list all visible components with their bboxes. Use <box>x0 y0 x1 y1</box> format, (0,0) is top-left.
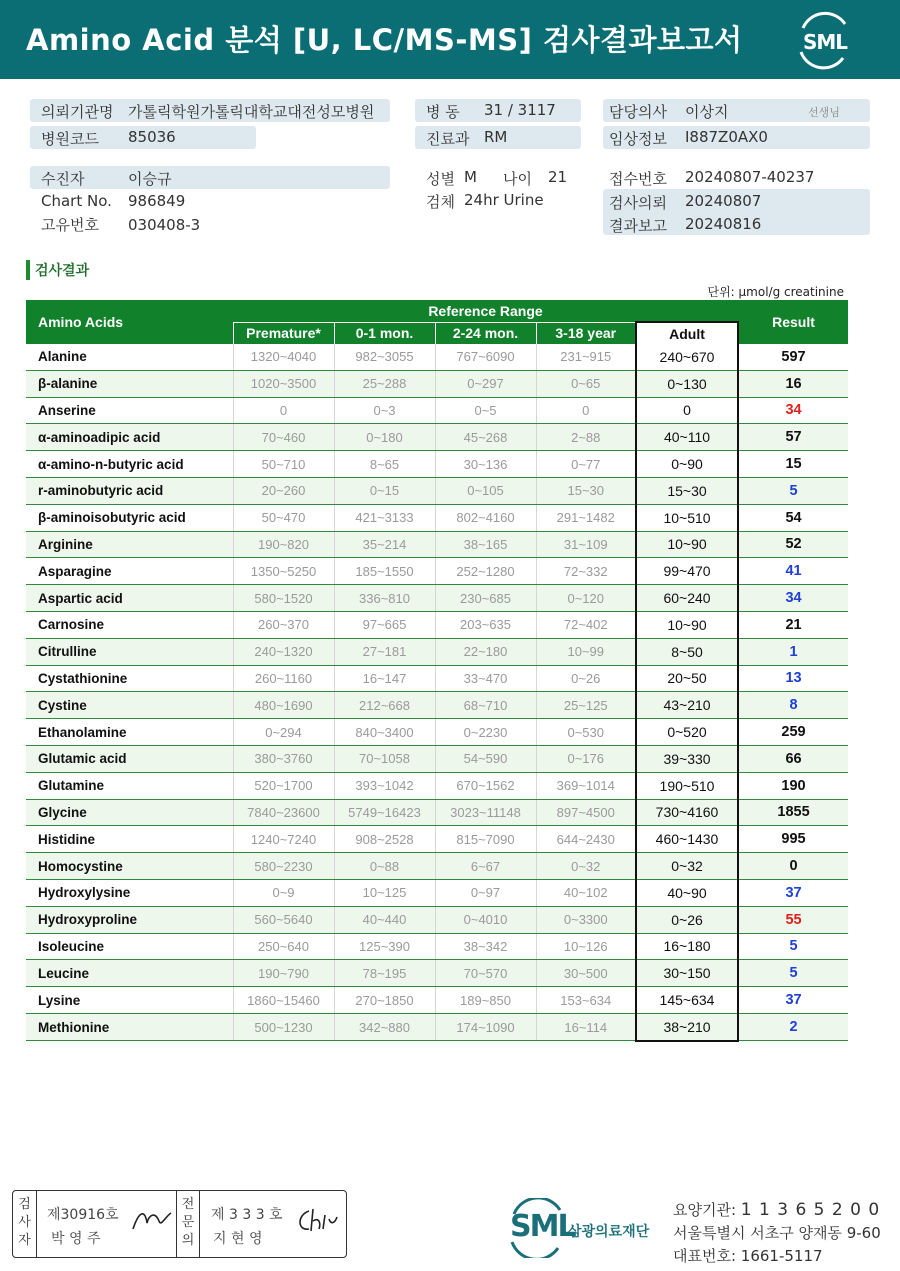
section-marker <box>26 260 30 280</box>
ref-range-y318: 15~30 <box>536 477 636 504</box>
amino-acid-name: β-alanine <box>26 370 233 397</box>
doctor-label: 담당의사 <box>609 103 667 121</box>
ref-range-y318: 30~500 <box>536 960 636 987</box>
ref-range-m01: 185~1550 <box>334 558 435 585</box>
ref-range-adult: 40~90 <box>636 879 738 906</box>
ref-range-m01: 421~3133 <box>334 504 435 531</box>
table-row <box>26 987 848 1014</box>
ref-range-m01: 342~880 <box>334 1013 435 1040</box>
ref-range-m224: 174~1090 <box>435 1013 536 1040</box>
ref-range-m224: 38~342 <box>435 933 536 960</box>
ref-range-pre: 580~2230 <box>233 853 334 880</box>
uid-value: 030408-3 <box>128 216 201 234</box>
results-body <box>26 344 848 1041</box>
amino-acid-name: Glutamic acid <box>26 745 233 772</box>
address-line: 서울특별시 서초구 양재동 9-60 <box>673 1224 881 1242</box>
ref-range-adult: 16~180 <box>636 933 738 960</box>
ref-range-m01: 10~125 <box>334 879 435 906</box>
ref-range-m01: 840~3400 <box>334 719 435 746</box>
table-row <box>26 745 848 772</box>
table-row <box>26 799 848 826</box>
phone-value: 1661-5117 <box>740 1247 823 1265</box>
requester-value: 가톨릭학원가톨릭대학교대전성모병원 <box>128 103 375 121</box>
table-row <box>26 719 848 746</box>
amino-acid-name: Isoleucine <box>26 933 233 960</box>
table-row <box>26 1013 848 1040</box>
result-value: 13 <box>738 665 848 692</box>
ref-range-pre: 260~370 <box>233 611 334 638</box>
ref-range-y318: 0~176 <box>536 745 636 772</box>
table-row <box>26 531 848 558</box>
ref-range-m01: 393~1042 <box>334 772 435 799</box>
result-value: 259 <box>738 719 848 746</box>
ref-range-m01: 25~288 <box>334 370 435 397</box>
ref-range-m01: 78~195 <box>334 960 435 987</box>
ref-range-pre: 20~260 <box>233 477 334 504</box>
result-value: 37 <box>738 879 848 906</box>
ref-range-adult: 40~110 <box>636 424 738 451</box>
ref-range-m01: 125~390 <box>334 933 435 960</box>
ref-range-m224: 70~570 <box>435 960 536 987</box>
table-row <box>26 504 848 531</box>
hospcode-label: 병원코드 <box>41 130 99 148</box>
ref-range-y318: 369~1014 <box>536 772 636 799</box>
results-table <box>26 300 848 1042</box>
ref-range-adult: 43~210 <box>636 692 738 719</box>
ref-range-y318: 0~120 <box>536 585 636 612</box>
ref-range-y318: 0~3300 <box>536 906 636 933</box>
dept-value: RM <box>484 128 508 146</box>
ref-range-y318: 644~2430 <box>536 826 636 853</box>
header-result: Result <box>738 300 848 344</box>
table-row <box>26 558 848 585</box>
amino-acid-name: Histidine <box>26 826 233 853</box>
ref-range-m224: 38~165 <box>435 531 536 558</box>
reqdate-value: 20240807 <box>685 192 762 210</box>
sex-label: 성별 <box>426 170 455 188</box>
ward-value: 31 / 3117 <box>484 101 556 119</box>
ref-range-y318: 10~126 <box>536 933 636 960</box>
ref-range-m224: 0~4010 <box>435 906 536 933</box>
sml-logo-text: SML <box>803 30 848 54</box>
ref-range-adult: 8~50 <box>636 638 738 665</box>
ref-range-pre: 50~470 <box>233 504 334 531</box>
result-value: 995 <box>738 826 848 853</box>
ref-range-m01: 982~3055 <box>334 344 435 370</box>
ref-range-m01: 97~665 <box>334 611 435 638</box>
ref-range-m01: 8~65 <box>334 451 435 478</box>
table-row <box>26 879 848 906</box>
header-2-24-mon: 2-24 mon. <box>435 322 536 344</box>
table-row <box>26 826 848 853</box>
footer-logo-text: SML <box>510 1209 575 1244</box>
ref-range-pre: 1240~7240 <box>233 826 334 853</box>
result-value: 5 <box>738 477 848 504</box>
result-value: 16 <box>738 370 848 397</box>
table-row <box>26 933 848 960</box>
ref-range-pre: 7840~23600 <box>233 799 334 826</box>
section-title: 검사결과 <box>35 263 90 279</box>
ref-range-pre: 380~3760 <box>233 745 334 772</box>
ref-range-m224: 54~590 <box>435 745 536 772</box>
ref-range-m01: 212~668 <box>334 692 435 719</box>
header-0-1-mon: 0-1 mon. <box>334 322 435 344</box>
ref-range-adult: 10~90 <box>636 611 738 638</box>
clinical-label: 임상정보 <box>609 130 667 148</box>
agency-value: 1 1 3 6 5 2 0 0 <box>740 1200 881 1220</box>
ref-range-y318: 0~77 <box>536 451 636 478</box>
result-value: 34 <box>738 397 848 424</box>
amino-acid-name: Arginine <box>26 531 233 558</box>
phone-line <box>673 1245 823 1266</box>
doctor-value: 이상지 <box>685 103 729 121</box>
reportdate-label: 결과보고 <box>609 217 667 235</box>
ref-range-pre: 1320~4040 <box>233 344 334 370</box>
ref-range-pre: 560~5640 <box>233 906 334 933</box>
ref-range-adult: 10~510 <box>636 504 738 531</box>
amino-acid-name: Asparagine <box>26 558 233 585</box>
ref-range-m01: 27~181 <box>334 638 435 665</box>
stamp-no2: 제 3 3 3 호 <box>211 1207 283 1223</box>
ref-range-adult: 240~670 <box>636 344 738 370</box>
amino-acid-name: Glutamine <box>26 772 233 799</box>
ref-range-m01: 0~15 <box>334 477 435 504</box>
ref-range-m224: 189~850 <box>435 987 536 1014</box>
header-amino-acids: Amino Acids <box>26 300 233 344</box>
ref-range-pre: 0~9 <box>233 879 334 906</box>
report-title: Amino Acid 분석 [U, LC/MS-MS] 검사결과보고서 <box>26 23 743 57</box>
ref-range-adult: 0~32 <box>636 853 738 880</box>
ref-range-y318: 231~915 <box>536 344 636 370</box>
uid-label: 고유번호 <box>41 216 99 234</box>
sex-value: M <box>464 168 477 186</box>
result-value: 0 <box>738 853 848 880</box>
amino-acid-name: Hydroxylysine <box>26 879 233 906</box>
table-row <box>26 665 848 692</box>
dept-label: 진료과 <box>426 130 470 148</box>
ref-range-adult: 0~520 <box>636 719 738 746</box>
ref-range-y318: 897~4500 <box>536 799 636 826</box>
result-value: 1 <box>738 638 848 665</box>
result-value: 55 <box>738 906 848 933</box>
header-3-18-year: 3-18 year <box>536 322 636 344</box>
ref-range-y318: 0~26 <box>536 665 636 692</box>
amino-acid-name: Carnosine <box>26 611 233 638</box>
amino-acid-name: Glycine <box>26 799 233 826</box>
ref-range-pre: 1350~5250 <box>233 558 334 585</box>
amino-acid-name: Cystathionine <box>26 665 233 692</box>
ref-range-m224: 0~105 <box>435 477 536 504</box>
result-value: 54 <box>738 504 848 531</box>
ref-range-m224: 0~297 <box>435 370 536 397</box>
stamp-col-specialist-text: 전문의 <box>181 1197 195 1248</box>
table-row <box>26 960 848 987</box>
amino-acid-name: α-amino-n-butyric acid <box>26 451 233 478</box>
ref-range-pre: 1020~3500 <box>233 370 334 397</box>
ref-range-m01: 5749~16423 <box>334 799 435 826</box>
ref-range-m01: 0~180 <box>334 424 435 451</box>
ref-range-m224: 3023~11148 <box>435 799 536 826</box>
table-row <box>26 477 848 504</box>
requester-label: 의뢰기관명 <box>41 103 114 121</box>
ref-range-m224: 230~685 <box>435 585 536 612</box>
stamp-name1: 박 영 주 <box>51 1231 101 1247</box>
result-value: 66 <box>738 745 848 772</box>
ref-range-y318: 0 <box>536 397 636 424</box>
specimen-label: 검체 <box>426 193 455 211</box>
ref-range-y318: 25~125 <box>536 692 636 719</box>
ref-range-y318: 0~65 <box>536 370 636 397</box>
amino-acid-name: β-aminoisobutyric acid <box>26 504 233 531</box>
ref-range-m224: 802~4160 <box>435 504 536 531</box>
ref-range-adult: 99~470 <box>636 558 738 585</box>
ref-range-m224: 203~635 <box>435 611 536 638</box>
stamp-col-examiner <box>13 1191 37 1257</box>
amino-acid-name: Aspartic acid <box>26 585 233 612</box>
ref-range-y318: 0~32 <box>536 853 636 880</box>
table-row <box>26 585 848 612</box>
result-value: 1855 <box>738 799 848 826</box>
ref-range-pre: 190~820 <box>233 531 334 558</box>
header-premature: Premature* <box>233 322 334 344</box>
ref-range-m224: 767~6090 <box>435 344 536 370</box>
chart-label: Chart No. <box>41 192 112 210</box>
ref-range-pre: 500~1230 <box>233 1013 334 1040</box>
ref-range-m224: 252~1280 <box>435 558 536 585</box>
ref-range-adult: 20~50 <box>636 665 738 692</box>
ref-range-adult: 15~30 <box>636 477 738 504</box>
result-value: 2 <box>738 1013 848 1040</box>
reqdate-label: 검사의뢰 <box>609 194 667 212</box>
ref-range-m01: 70~1058 <box>334 745 435 772</box>
amino-acid-name: α-aminoadipic acid <box>26 424 233 451</box>
ref-range-y318: 291~1482 <box>536 504 636 531</box>
stamp-col-examiner-text: 검사자 <box>18 1197 31 1248</box>
ref-range-adult: 0~26 <box>636 906 738 933</box>
ref-range-m224: 68~710 <box>435 692 536 719</box>
ref-range-m01: 908~2528 <box>334 826 435 853</box>
ref-range-adult: 30~150 <box>636 960 738 987</box>
ref-range-adult: 10~90 <box>636 531 738 558</box>
receipt-label: 접수번호 <box>609 170 667 188</box>
amino-acid-name: Citrulline <box>26 638 233 665</box>
ref-range-adult: 0~90 <box>636 451 738 478</box>
ref-range-m224: 815~7090 <box>435 826 536 853</box>
result-value: 41 <box>738 558 848 585</box>
ref-range-m01: 35~214 <box>334 531 435 558</box>
table-row <box>26 370 848 397</box>
agency-line <box>673 1199 880 1220</box>
result-value: 190 <box>738 772 848 799</box>
ref-range-y318: 72~402 <box>536 611 636 638</box>
clinical-value: I887Z0AX0 <box>685 128 768 146</box>
age-label: 나이 <box>503 170 532 188</box>
table-row <box>26 906 848 933</box>
agency-label: 요양기관: <box>673 1201 741 1219</box>
header-reference-range: Reference Range <box>233 300 738 322</box>
signature-stamp <box>12 1190 347 1258</box>
stamp-col-specialist <box>176 1191 200 1257</box>
ref-range-pre: 0 <box>233 397 334 424</box>
specimen-value: 24hr Urine <box>464 191 544 209</box>
ref-range-pre: 50~710 <box>233 451 334 478</box>
amino-acid-name: Homocystine <box>26 853 233 880</box>
table-row <box>26 611 848 638</box>
ref-range-pre: 1860~15460 <box>233 987 334 1014</box>
ref-range-adult: 145~634 <box>636 987 738 1014</box>
ref-range-m01: 336~810 <box>334 585 435 612</box>
table-row <box>26 772 848 799</box>
ref-range-y318: 72~332 <box>536 558 636 585</box>
ward-label: 병 동 <box>426 103 460 121</box>
header-adult: Adult <box>636 322 738 344</box>
table-row <box>26 344 848 370</box>
result-value: 37 <box>738 987 848 1014</box>
result-value: 15 <box>738 451 848 478</box>
amino-acid-name: Ethanolamine <box>26 719 233 746</box>
ref-range-m224: 0~5 <box>435 397 536 424</box>
ref-range-m224: 0~2230 <box>435 719 536 746</box>
table-row <box>26 638 848 665</box>
age-value: 21 <box>548 168 568 186</box>
ref-range-adult: 0~130 <box>636 370 738 397</box>
table-row <box>26 692 848 719</box>
ref-range-adult: 39~330 <box>636 745 738 772</box>
ref-range-adult: 730~4160 <box>636 799 738 826</box>
ref-range-m224: 30~136 <box>435 451 536 478</box>
phone-label: 대표번호: <box>673 1247 741 1265</box>
patient-value: 이승규 <box>128 170 172 188</box>
report-header <box>0 0 900 79</box>
unit-label: 단위: µmol/g creatinine <box>707 285 844 299</box>
result-value: 5 <box>738 960 848 987</box>
ref-range-m224: 45~268 <box>435 424 536 451</box>
amino-acid-name: Anserine <box>26 397 233 424</box>
patient-label: 수진자 <box>41 170 85 188</box>
ref-range-adult: 60~240 <box>636 585 738 612</box>
amino-acid-name: r-aminobutyric acid <box>26 477 233 504</box>
ref-range-y318: 31~109 <box>536 531 636 558</box>
result-value: 34 <box>738 585 848 612</box>
amino-acid-name: Hydroxyproline <box>26 906 233 933</box>
hospcode-value: 85036 <box>128 128 176 146</box>
amino-acid-name: Cystine <box>26 692 233 719</box>
ref-range-y318: 2~88 <box>536 424 636 451</box>
receipt-value: 20240807-40237 <box>685 168 815 186</box>
ref-range-m224: 22~180 <box>435 638 536 665</box>
result-value: 8 <box>738 692 848 719</box>
ref-range-pre: 0~294 <box>233 719 334 746</box>
signature2-icon <box>295 1205 339 1235</box>
ref-range-y318: 16~114 <box>536 1013 636 1040</box>
ref-range-pre: 70~460 <box>233 424 334 451</box>
ref-range-m01: 270~1850 <box>334 987 435 1014</box>
chart-value: 986849 <box>128 192 186 210</box>
sml-logo <box>793 10 855 70</box>
result-value: 597 <box>738 344 848 370</box>
result-value: 57 <box>738 424 848 451</box>
ref-range-pre: 240~1320 <box>233 638 334 665</box>
result-value: 52 <box>738 531 848 558</box>
ref-range-pre: 260~1160 <box>233 665 334 692</box>
ref-range-y318: 10~99 <box>536 638 636 665</box>
amino-acid-name: Lysine <box>26 987 233 1014</box>
table-row <box>26 424 848 451</box>
foundation-name: 삼광의료재단 <box>568 1224 650 1240</box>
amino-acid-name: Alanine <box>26 344 233 370</box>
ref-range-m01: 0~3 <box>334 397 435 424</box>
stamp-name2: 지 현 영 <box>213 1231 263 1247</box>
table-row <box>26 397 848 424</box>
ref-range-adult: 0 <box>636 397 738 424</box>
doctor-suffix: 선생님 <box>808 106 840 119</box>
ref-range-m224: 6~67 <box>435 853 536 880</box>
ref-range-pre: 520~1700 <box>233 772 334 799</box>
ref-range-m224: 670~1562 <box>435 772 536 799</box>
ref-range-pre: 190~790 <box>233 960 334 987</box>
table-row <box>26 451 848 478</box>
ref-range-m01: 40~440 <box>334 906 435 933</box>
ref-range-y318: 153~634 <box>536 987 636 1014</box>
ref-range-adult: 190~510 <box>636 772 738 799</box>
ref-range-m01: 16~147 <box>334 665 435 692</box>
reportdate-value: 20240816 <box>685 215 762 233</box>
ref-range-m01: 0~88 <box>334 853 435 880</box>
ref-range-m224: 0~97 <box>435 879 536 906</box>
ref-range-y318: 40~102 <box>536 879 636 906</box>
amino-acid-name: Leucine <box>26 960 233 987</box>
ref-range-adult: 38~210 <box>636 1013 738 1040</box>
ref-range-pre: 250~640 <box>233 933 334 960</box>
ref-range-y318: 0~530 <box>536 719 636 746</box>
ref-range-pre: 480~1690 <box>233 692 334 719</box>
stamp-no1: 제30916호 <box>47 1207 119 1223</box>
amino-acid-name: Methionine <box>26 1013 233 1040</box>
ref-range-pre: 580~1520 <box>233 585 334 612</box>
ref-range-adult: 460~1430 <box>636 826 738 853</box>
result-value: 21 <box>738 611 848 638</box>
result-value: 5 <box>738 933 848 960</box>
table-row <box>26 853 848 880</box>
signature1-icon <box>129 1205 175 1235</box>
ref-range-m224: 33~470 <box>435 665 536 692</box>
